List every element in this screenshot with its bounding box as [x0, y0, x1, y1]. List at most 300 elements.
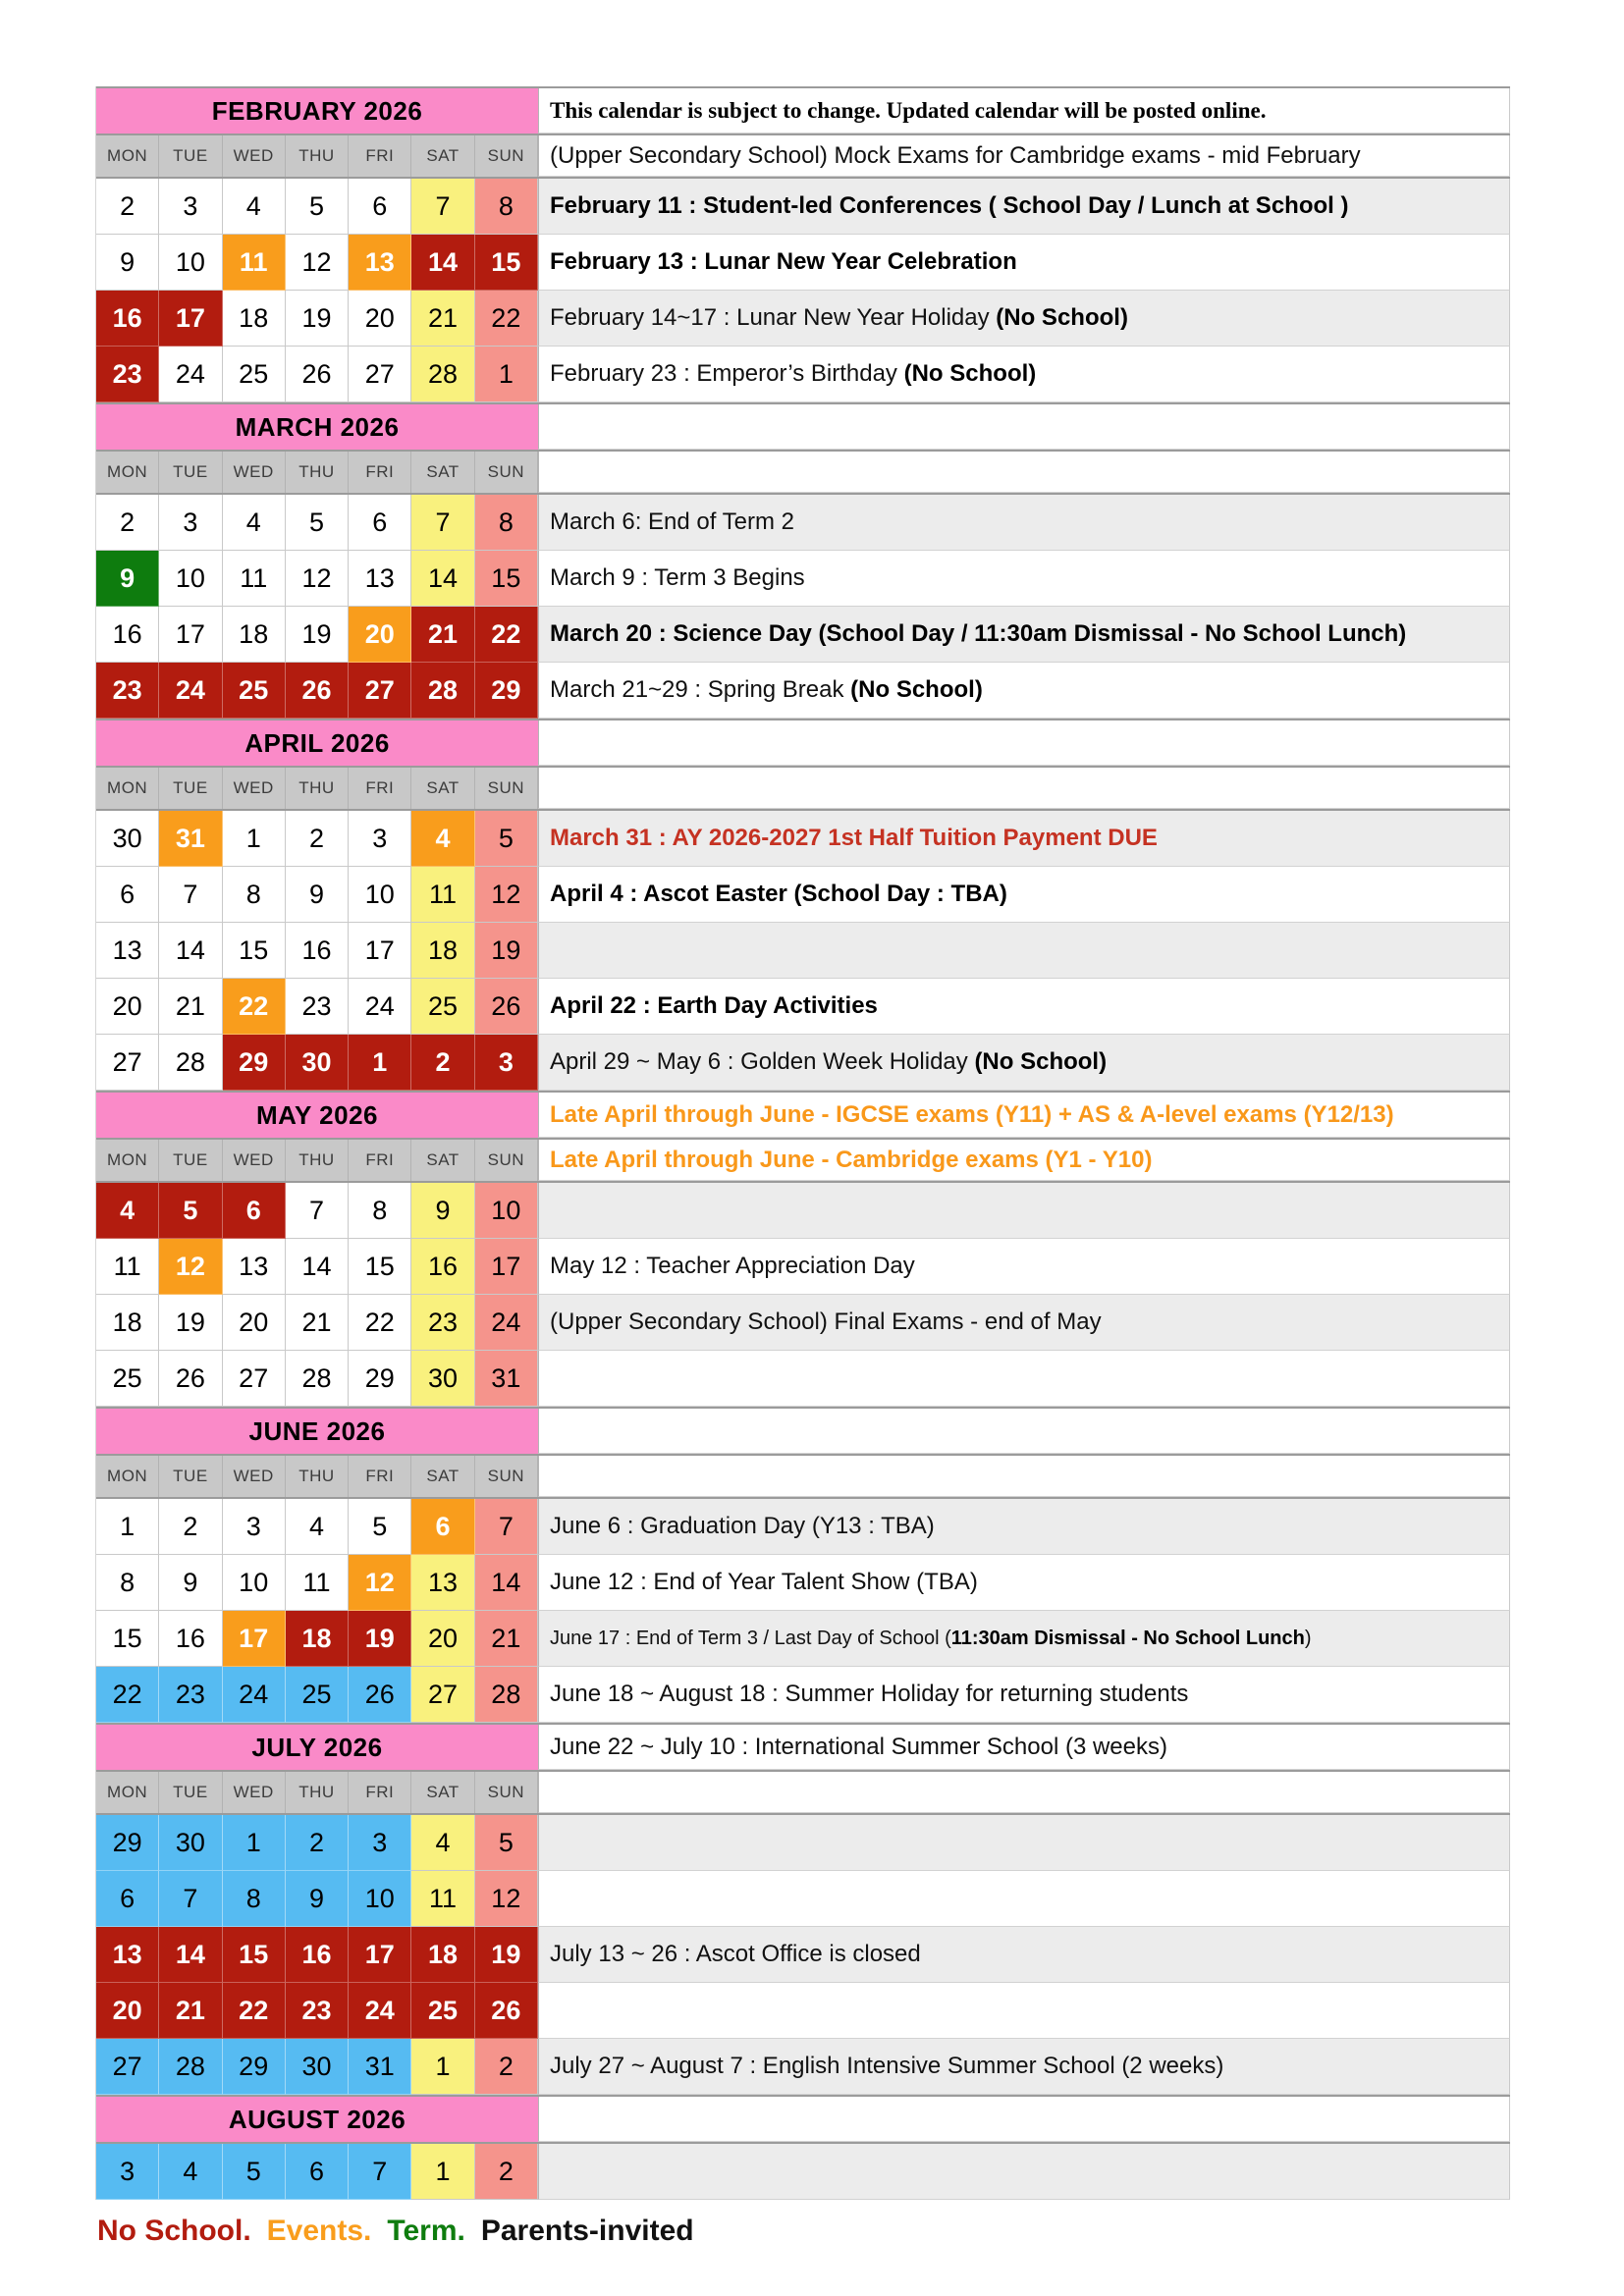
day-cell	[475, 1611, 538, 1667]
dow-cell-fri: FRI	[349, 1140, 411, 1181]
day-number: 21	[301, 1307, 332, 1337]
dow-cell-wed: WED	[223, 1140, 286, 1181]
day-number: 23	[301, 1995, 332, 2025]
day-number: 26	[364, 1679, 395, 1709]
day-cell	[411, 291, 474, 347]
event-cell	[538, 1239, 1510, 1295]
event-cell	[538, 2144, 1510, 2200]
event-cell	[538, 1871, 1510, 1927]
day-cell	[286, 1983, 349, 2039]
event-cell	[538, 2039, 1510, 2095]
day-cell	[349, 1555, 411, 1611]
day-cell	[159, 1183, 222, 1239]
day-cell	[96, 1611, 159, 1667]
week-row	[96, 811, 1510, 867]
day-cell	[159, 551, 222, 607]
day-cell	[223, 1239, 286, 1295]
day-number: 2	[120, 190, 135, 221]
event-cell	[538, 1611, 1510, 1667]
day-number: 24	[491, 1307, 521, 1337]
day-cell	[96, 291, 159, 347]
dow-cell-thu: THU	[286, 1456, 349, 1497]
day-number: 13	[239, 1251, 269, 1281]
day-cell	[349, 551, 411, 607]
day-number: 18	[428, 934, 459, 965]
event-cell	[538, 607, 1510, 663]
day-number: 25	[112, 1362, 142, 1393]
day-cell	[223, 1035, 286, 1091]
event-text: (Upper Secondary School) Final Exams - end of May	[550, 1308, 1102, 1335]
event-text: March 21~29 : Spring Break (No School)	[550, 676, 983, 703]
day-number: 20	[239, 1307, 269, 1337]
week-cells	[96, 2039, 538, 2095]
event-text: June 12 : End of Year Talent Show (TBA)	[550, 1569, 978, 1595]
day-number: 9	[120, 562, 135, 593]
day-number: 24	[364, 990, 395, 1021]
day-cell	[286, 1351, 349, 1407]
month-header-row	[96, 1723, 1510, 1772]
day-cell	[475, 1239, 538, 1295]
dow-row	[96, 1456, 1510, 1499]
day-cell	[286, 1295, 349, 1351]
day-number: 11	[302, 1567, 331, 1597]
dow-cell-tue: TUE	[159, 135, 222, 177]
event-cell	[538, 811, 1510, 867]
month-title: FEBRUARY 2026	[211, 95, 423, 126]
day-cell	[159, 811, 222, 867]
day-cell	[223, 551, 286, 607]
day-number: 8	[498, 507, 514, 537]
day-number: 26	[491, 1995, 521, 2025]
event-cell	[538, 1499, 1510, 1555]
day-cell	[159, 1927, 222, 1983]
day-number: 16	[428, 1251, 459, 1281]
day-number: 25	[239, 674, 269, 705]
day-cell	[349, 347, 411, 402]
dow-cell-mon: MON	[96, 1456, 159, 1497]
month-title: JUNE 2026	[248, 1415, 386, 1446]
week-cells	[96, 235, 538, 291]
day-number: 11	[240, 562, 268, 593]
day-number: 6	[120, 1883, 135, 1913]
dow-row	[96, 135, 1510, 179]
day-number: 23	[112, 358, 142, 389]
day-number: 4	[435, 823, 451, 853]
day-cell	[411, 1927, 474, 1983]
day-cell	[411, 235, 474, 291]
week-cells	[96, 1035, 538, 1091]
day-number: 24	[175, 674, 205, 705]
dow-cell-wed: WED	[223, 1456, 286, 1497]
day-number: 12	[491, 879, 521, 909]
day-cell	[349, 179, 411, 235]
event-text: April 4 : Ascot Easter (School Day : TBA)	[550, 881, 1007, 907]
day-number: 11	[239, 246, 268, 277]
event-cell	[538, 1456, 1510, 1497]
day-cell	[286, 1871, 349, 1927]
day-cell	[475, 1351, 538, 1407]
day-cell	[223, 1871, 286, 1927]
day-number: 2	[308, 823, 324, 853]
week-cells	[96, 347, 538, 402]
day-cell	[286, 811, 349, 867]
week-row	[96, 867, 1510, 923]
day-cell	[349, 1611, 411, 1667]
week-cells	[96, 867, 538, 923]
event-text: This calendar is subject to change. Updated calendar will be posted online.	[550, 97, 1267, 123]
dow-cell-mon: MON	[96, 1140, 159, 1181]
day-cell	[411, 2039, 474, 2095]
week-row	[96, 979, 1510, 1035]
event-cell	[538, 768, 1510, 809]
day-cell	[96, 1035, 159, 1091]
week-cells	[96, 1927, 538, 1983]
dow-cell-mon: MON	[96, 135, 159, 177]
event-cell	[538, 135, 1510, 177]
day-cell	[411, 1667, 474, 1723]
dow-row	[96, 1772, 1510, 1815]
day-cell	[349, 867, 411, 923]
day-number: 16	[175, 1623, 205, 1653]
day-number: 9	[120, 246, 135, 277]
event-cell	[538, 1667, 1510, 1723]
day-number: 19	[491, 1939, 521, 1969]
day-number: 17	[364, 1939, 395, 1969]
day-cell	[475, 1667, 538, 1723]
day-number: 21	[491, 1623, 521, 1653]
day-number: 5	[183, 1195, 198, 1225]
day-cell	[96, 551, 159, 607]
day-cell	[286, 2039, 349, 2095]
day-number: 4	[183, 2156, 198, 2186]
week-row	[96, 179, 1510, 235]
day-number: 22	[112, 1679, 142, 1709]
day-number: 29	[364, 1362, 395, 1393]
week-cells	[96, 495, 538, 551]
day-cell	[96, 1351, 159, 1407]
week-row	[96, 235, 1510, 291]
day-cell	[286, 1239, 349, 1295]
month-title: JULY 2026	[251, 1732, 383, 1762]
dow-cell-sun: SUN	[475, 135, 538, 177]
dow-cell-sun: SUN	[475, 1140, 538, 1181]
week-cells	[96, 811, 538, 867]
event-text: July 13 ~ 26 : Ascot Office is closed	[550, 1941, 921, 1967]
event-cell	[538, 452, 1510, 493]
day-number: 30	[112, 823, 142, 853]
day-number: 10	[364, 879, 395, 909]
day-cell	[475, 347, 538, 402]
day-number: 27	[428, 1679, 459, 1709]
day-cell	[286, 663, 349, 719]
day-cell	[223, 347, 286, 402]
day-number: 13	[364, 246, 395, 277]
event-cell	[538, 495, 1510, 551]
dow-cell-fri: FRI	[349, 135, 411, 177]
day-number: 23	[175, 1679, 205, 1709]
day-number: 13	[112, 1939, 142, 1969]
dow-cell-wed: WED	[223, 452, 286, 493]
day-cell	[475, 1555, 538, 1611]
event-cell	[538, 663, 1510, 719]
day-cell	[475, 551, 538, 607]
event-cell	[538, 1772, 1510, 1813]
week-cells	[96, 1983, 538, 2039]
day-number: 1	[245, 823, 261, 853]
day-number: 5	[372, 1511, 388, 1541]
day-number: 17	[364, 934, 395, 965]
event-cell	[538, 551, 1510, 607]
dow-cell-sat: SAT	[411, 1456, 474, 1497]
week-cells	[96, 1611, 538, 1667]
day-cell	[349, 1983, 411, 2039]
day-number: 3	[245, 1511, 261, 1541]
day-cell	[159, 1239, 222, 1295]
week-row	[96, 1611, 1510, 1667]
dow-cells	[96, 452, 538, 493]
dow-cell-sat: SAT	[411, 1772, 474, 1813]
event-text: Late April through June - Cambridge exams (Y1 - Y10)	[550, 1146, 1153, 1173]
event-cell	[538, 179, 1510, 235]
day-cell	[349, 663, 411, 719]
day-cell	[96, 1239, 159, 1295]
day-number: 22	[239, 990, 269, 1021]
day-cell	[411, 1815, 474, 1871]
event-text: April 29 ~ May 6 : Golden Week Holiday (No School)	[550, 1048, 1108, 1075]
day-number: 1	[120, 1511, 135, 1541]
day-cell	[159, 2039, 222, 2095]
day-number: 9	[183, 1567, 198, 1597]
dow-cell-wed: WED	[223, 135, 286, 177]
day-number: 12	[364, 1567, 395, 1597]
day-number: 19	[364, 1623, 395, 1653]
week-cells	[96, 1239, 538, 1295]
day-cell	[159, 1351, 222, 1407]
day-cell	[286, 495, 349, 551]
day-cell	[96, 1499, 159, 1555]
week-row	[96, 607, 1510, 663]
day-number: 14	[491, 1567, 521, 1597]
day-cell	[475, 867, 538, 923]
day-number: 1	[435, 2156, 451, 2186]
day-cell	[223, 607, 286, 663]
week-cells	[96, 1499, 538, 1555]
dow-cell-sun: SUN	[475, 1456, 538, 1497]
day-number: 9	[435, 1195, 451, 1225]
day-cell	[159, 235, 222, 291]
dow-cell-tue: TUE	[159, 1140, 222, 1181]
day-cell	[159, 867, 222, 923]
day-cell	[349, 979, 411, 1035]
day-cell	[159, 1555, 222, 1611]
day-cell	[349, 923, 411, 979]
day-number: 30	[301, 1046, 332, 1077]
week-row	[96, 663, 1510, 719]
day-number: 21	[428, 618, 459, 649]
day-cell	[475, 2144, 538, 2200]
day-number: 27	[364, 358, 395, 389]
day-cell	[286, 235, 349, 291]
day-number: 8	[120, 1567, 135, 1597]
color-legend	[97, 2215, 694, 2248]
day-number: 20	[364, 302, 395, 333]
day-number: 16	[301, 934, 332, 965]
day-number: 22	[239, 1995, 269, 2025]
event-cell	[538, 2097, 1510, 2142]
day-number: 4	[245, 190, 261, 221]
dow-cell-mon: MON	[96, 1772, 159, 1813]
event-text: May 12 : Teacher Appreciation Day	[550, 1253, 915, 1279]
day-cell	[223, 1499, 286, 1555]
day-cell	[475, 1035, 538, 1091]
event-cell	[538, 1351, 1510, 1407]
day-number: 29	[491, 674, 521, 705]
dow-cell-thu: THU	[286, 1140, 349, 1181]
day-number: 28	[175, 2051, 205, 2081]
week-row	[96, 495, 1510, 551]
dow-row	[96, 1140, 1510, 1183]
day-number: 1	[372, 1046, 388, 1077]
event-cell	[538, 1725, 1510, 1770]
day-number: 16	[112, 302, 142, 333]
day-number: 10	[239, 1567, 269, 1597]
day-number: 15	[364, 1251, 395, 1281]
day-number: 22	[491, 618, 521, 649]
day-cell	[223, 1183, 286, 1239]
day-number: 17	[175, 618, 205, 649]
day-cell	[96, 923, 159, 979]
day-number: 3	[183, 190, 198, 221]
day-cell	[349, 291, 411, 347]
day-number: 19	[301, 618, 332, 649]
day-number: 2	[498, 2156, 514, 2186]
day-cell	[223, 923, 286, 979]
event-cell	[538, 1093, 1510, 1138]
day-cell	[96, 607, 159, 663]
legend-item: No School.	[97, 2215, 251, 2247]
day-cell	[96, 1183, 159, 1239]
day-number: 11	[429, 879, 458, 909]
event-cell	[538, 1140, 1510, 1181]
day-number: 14	[175, 1939, 205, 1969]
day-number: 25	[428, 1995, 459, 2025]
day-number: 3	[498, 1046, 514, 1077]
day-number: 23	[112, 674, 142, 705]
month-header-row	[96, 86, 1510, 135]
day-number: 1	[498, 358, 514, 389]
day-cell	[411, 1183, 474, 1239]
week-row	[96, 2144, 1510, 2200]
day-number: 1	[435, 2051, 451, 2081]
day-number: 27	[112, 2051, 142, 2081]
day-cell	[475, 1183, 538, 1239]
day-number: 17	[239, 1623, 269, 1653]
day-number: 31	[491, 1362, 521, 1393]
month-header-row	[96, 402, 1510, 452]
day-cell	[159, 663, 222, 719]
event-cell	[538, 721, 1510, 766]
day-number: 11	[429, 1883, 458, 1913]
dow-cells	[96, 768, 538, 809]
day-cell	[286, 1815, 349, 1871]
dow-cell-tue: TUE	[159, 1772, 222, 1813]
day-cell	[223, 1555, 286, 1611]
dow-cell-thu: THU	[286, 768, 349, 809]
day-cell	[223, 979, 286, 1035]
month-header	[96, 1409, 538, 1454]
week-cells	[96, 923, 538, 979]
day-number: 24	[175, 358, 205, 389]
day-number: 19	[301, 302, 332, 333]
day-cell	[96, 1555, 159, 1611]
day-cell	[223, 1611, 286, 1667]
day-number: 5	[498, 823, 514, 853]
day-cell	[411, 1499, 474, 1555]
day-number: 3	[183, 507, 198, 537]
day-number: 28	[491, 1679, 521, 1709]
day-number: 4	[245, 507, 261, 537]
day-cell	[223, 2144, 286, 2200]
day-cell	[411, 2144, 474, 2200]
event-cell	[538, 923, 1510, 979]
day-cell	[411, 923, 474, 979]
day-number: 7	[498, 1511, 514, 1541]
week-row	[96, 1983, 1510, 2039]
day-number: 15	[491, 562, 521, 593]
day-cell	[349, 811, 411, 867]
day-number: 26	[175, 1362, 205, 1393]
week-row	[96, 1667, 1510, 1723]
day-number: 24	[239, 1679, 269, 1709]
event-text: February 14~17 : Lunar New Year Holiday (No School)	[550, 304, 1128, 331]
week-cells	[96, 663, 538, 719]
day-cell	[286, 607, 349, 663]
day-number: 24	[364, 1995, 395, 2025]
event-cell	[538, 867, 1510, 923]
day-number: 28	[301, 1362, 332, 1393]
week-row	[96, 1239, 1510, 1295]
day-cell	[475, 811, 538, 867]
week-row	[96, 291, 1510, 347]
day-number: 15	[491, 246, 521, 277]
event-text: March 20 : Science Day (School Day / 11:30am Dismissal - No School Lunch)	[550, 620, 1407, 647]
day-cell	[349, 1499, 411, 1555]
day-number: 14	[428, 562, 459, 593]
day-number: 14	[301, 1251, 332, 1281]
day-cell	[159, 1871, 222, 1927]
day-cell	[411, 1351, 474, 1407]
day-cell	[286, 1183, 349, 1239]
day-cell	[96, 1983, 159, 2039]
week-cells	[96, 1555, 538, 1611]
day-cell	[223, 2039, 286, 2095]
month-header	[96, 721, 538, 766]
week-cells	[96, 1295, 538, 1351]
day-number: 8	[498, 190, 514, 221]
day-cell	[411, 867, 474, 923]
day-number: 7	[308, 1195, 324, 1225]
day-number: 18	[112, 1307, 142, 1337]
day-number: 30	[175, 1827, 205, 1857]
day-number: 7	[183, 1883, 198, 1913]
day-cell	[411, 495, 474, 551]
day-cell	[159, 1983, 222, 2039]
day-cell	[286, 1667, 349, 1723]
day-number: 4	[435, 1827, 451, 1857]
day-cell	[286, 1555, 349, 1611]
dow-cell-tue: TUE	[159, 1456, 222, 1497]
event-text: March 6: End of Term 2	[550, 508, 794, 535]
